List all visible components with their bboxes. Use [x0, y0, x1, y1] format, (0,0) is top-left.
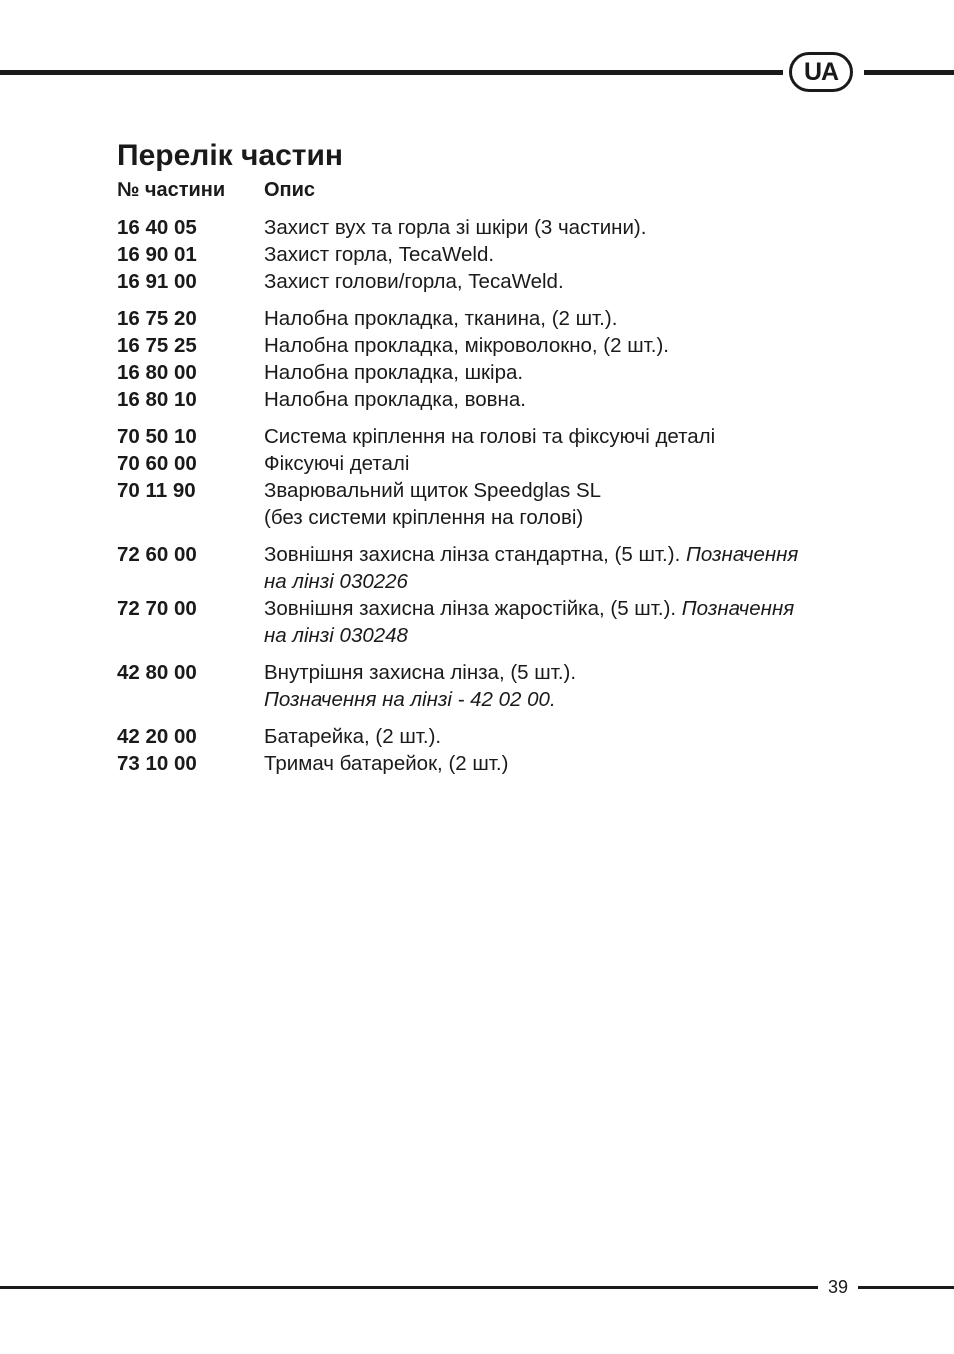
part-number: 16 75 25: [117, 334, 197, 357]
table-row: [117, 595, 877, 649]
part-description: [264, 541, 877, 595]
part-description: [264, 659, 877, 713]
table-row: [117, 241, 877, 268]
table-header: [117, 176, 877, 204]
part-number: 42 80 00: [117, 661, 197, 684]
part-description: Фіксуючі деталі: [264, 452, 410, 475]
part-number: 70 50 10: [117, 425, 197, 448]
bottom-rule-right: [858, 1286, 954, 1289]
bottom-rule: [0, 1286, 818, 1289]
part-number: 70 60 00: [117, 452, 197, 475]
lens-marking-note: Позначення на лінзі - 42 02 00.: [264, 688, 556, 711]
part-number: 16 90 01: [117, 243, 197, 266]
part-number: 73 10 00: [117, 752, 197, 775]
part-description: Система кріплення на голові та фіксуючі деталі: [264, 425, 716, 448]
part-description-line: [264, 595, 877, 622]
part-number: 16 75 20: [117, 307, 197, 330]
part-number: 70 11 90: [117, 479, 196, 502]
lens-marking-note: на лінзі 030226: [264, 570, 408, 593]
part-description: [264, 477, 877, 531]
top-rule: [0, 70, 783, 75]
part-number-header: № частини: [117, 179, 226, 201]
part-description: Налобна прокладка, вовна.: [264, 388, 526, 411]
part-description-line: (без системи кріплення на голові): [264, 506, 584, 529]
part-number: 16 80 10: [117, 388, 197, 411]
table-row: [117, 359, 877, 386]
table-row: [117, 386, 877, 413]
part-number: 72 70 00: [117, 597, 197, 620]
part-description: Налобна прокладка, мікроволокно, (2 шт.).: [264, 334, 670, 357]
part-description-line: Зварювальний щиток Speedglas SL: [264, 479, 602, 502]
part-number: 72 60 00: [117, 543, 197, 566]
parts-group: [117, 423, 877, 531]
part-description-text: Зовнішня захисна лінза жаростійка, (5 шт.).: [264, 597, 677, 620]
parts-group: [117, 659, 877, 713]
table-row: [117, 477, 877, 531]
table-row: [117, 423, 877, 450]
part-description: [264, 595, 877, 649]
part-description-line: [264, 541, 877, 568]
top-rule-right: [864, 70, 954, 75]
part-description-line: Внутрішня захисна лінза, (5 шт.).: [264, 661, 577, 684]
table-row: [117, 450, 877, 477]
part-description: Захист горла, TecaWeld.: [264, 243, 495, 266]
parts-group: [117, 214, 877, 295]
lens-marking-note: на лінзі 030248: [264, 624, 408, 647]
description-header: Опис: [264, 179, 316, 201]
page-title: Перелік частин: [117, 139, 344, 172]
table-row: [117, 268, 877, 295]
part-description: Захист голови/горла, TecaWeld.: [264, 270, 564, 293]
language-badge: UA: [789, 52, 853, 92]
table-row: [117, 541, 877, 595]
parts-group: [117, 541, 877, 649]
table-row: [117, 750, 877, 777]
lens-marking-note: Позначення: [681, 597, 795, 620]
table-row: [117, 332, 877, 359]
table-row: [117, 305, 877, 332]
part-number: 42 20 00: [117, 725, 197, 748]
table-row: [117, 214, 877, 241]
part-number: 16 40 05: [117, 216, 197, 239]
part-description: Налобна прокладка, шкіра.: [264, 361, 524, 384]
part-description: Захист вух та горла зі шкіри (3 частини).: [264, 216, 647, 239]
parts-group: [117, 305, 877, 413]
lens-marking-note: Позначення: [685, 543, 799, 566]
part-number: 16 80 00: [117, 361, 197, 384]
part-description: Налобна прокладка, тканина, (2 шт.).: [264, 307, 618, 330]
parts-group: [117, 723, 877, 777]
table-row: [117, 659, 877, 713]
parts-table: [117, 176, 877, 787]
table-row: [117, 723, 877, 750]
part-description-text: Зовнішня захисна лінза стандартна, (5 шт.).: [264, 543, 681, 566]
part-number: 16 91 00: [117, 270, 197, 293]
part-description: Тримач батарейок, (2 шт.): [264, 752, 509, 775]
part-description: Батарейка, (2 шт.).: [264, 725, 442, 748]
page-number: 39: [827, 1277, 849, 1297]
